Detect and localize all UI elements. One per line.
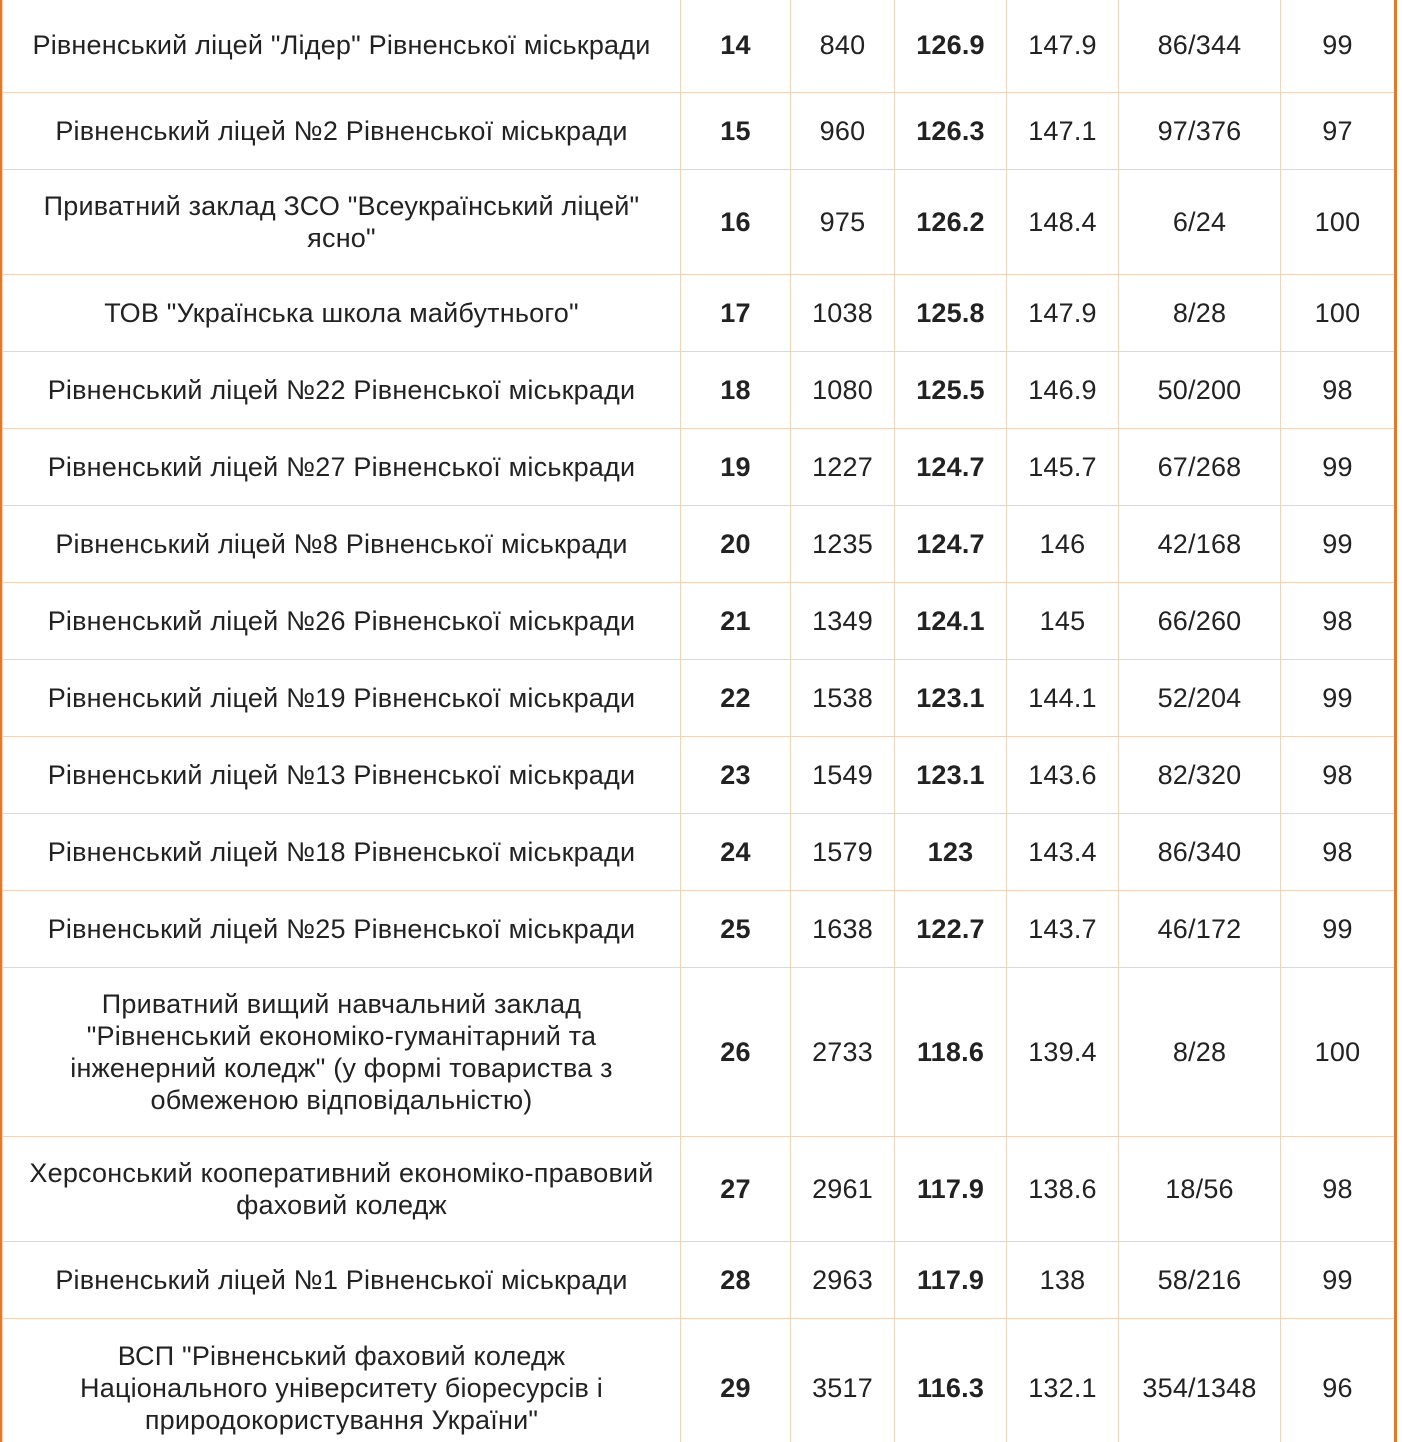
- table-row: [3, 968, 1395, 1137]
- place-cell: 1227: [791, 429, 895, 506]
- school-name-cell: ВСП "Рівненський фаховий коледж Національного університету біоресурсів і природокористування України": [3, 1319, 681, 1442]
- school-name-cell: Рівненський ліцей №25 Рівненської міськради: [3, 891, 681, 968]
- rank-cell: 19: [681, 429, 791, 506]
- place-cell: 3517: [791, 1319, 895, 1442]
- school-name-cell: ТОВ "Українська школа майбутнього": [3, 275, 681, 352]
- table-row: [3, 352, 1395, 429]
- table-row: [3, 583, 1395, 660]
- score-cell: 124.7: [895, 429, 1007, 506]
- rank-cell: 15: [681, 93, 791, 170]
- max-score-cell: 132.1: [1007, 1319, 1119, 1442]
- max-score-cell: 147.9: [1007, 275, 1119, 352]
- score-cell: 116.3: [895, 1319, 1007, 1442]
- rank-cell: 20: [681, 506, 791, 583]
- percent-cell: 96: [1281, 1319, 1395, 1442]
- max-score-cell: 145.7: [1007, 429, 1119, 506]
- rank-cell: 27: [681, 1137, 791, 1242]
- percent-cell: 98: [1281, 583, 1395, 660]
- max-score-cell: 138.6: [1007, 1137, 1119, 1242]
- max-score-cell: 143.7: [1007, 891, 1119, 968]
- school-name-cell: Рівненський ліцей №18 Рівненської міськради: [3, 814, 681, 891]
- score-cell: 123.1: [895, 737, 1007, 814]
- students-ratio-cell: 82/320: [1119, 737, 1281, 814]
- place-cell: 1235: [791, 506, 895, 583]
- table-row: [3, 506, 1395, 583]
- place-cell: 1038: [791, 275, 895, 352]
- score-cell: 125.5: [895, 352, 1007, 429]
- school-name-cell: Рівненський ліцей №19 Рівненської міськради: [3, 660, 681, 737]
- table-row: [3, 891, 1395, 968]
- place-cell: 1080: [791, 352, 895, 429]
- table-row: [3, 170, 1395, 275]
- rank-cell: 18: [681, 352, 791, 429]
- students-ratio-cell: 58/216: [1119, 1242, 1281, 1319]
- table-row: [3, 737, 1395, 814]
- school-name-cell: Рівненський ліцей №1 Рівненської міськради: [3, 1242, 681, 1319]
- place-cell: 1549: [791, 737, 895, 814]
- score-cell: 124.7: [895, 506, 1007, 583]
- school-name-cell: Рівненський ліцей №2 Рівненської міськради: [3, 93, 681, 170]
- students-ratio-cell: 8/28: [1119, 968, 1281, 1137]
- percent-cell: 100: [1281, 275, 1395, 352]
- table-row: [3, 1319, 1395, 1442]
- place-cell: 2733: [791, 968, 895, 1137]
- place-cell: 960: [791, 93, 895, 170]
- score-cell: 118.6: [895, 968, 1007, 1137]
- rank-cell: 24: [681, 814, 791, 891]
- school-name-cell: Рівненський ліцей №27 Рівненської міськради: [3, 429, 681, 506]
- max-score-cell: 146.9: [1007, 352, 1119, 429]
- table-row: [3, 0, 1395, 93]
- percent-cell: 99: [1281, 891, 1395, 968]
- percent-cell: 98: [1281, 737, 1395, 814]
- students-ratio-cell: 86/344: [1119, 0, 1281, 93]
- rank-cell: 29: [681, 1319, 791, 1442]
- students-ratio-cell: 18/56: [1119, 1137, 1281, 1242]
- place-cell: 2961: [791, 1137, 895, 1242]
- students-ratio-cell: 354/1348: [1119, 1319, 1281, 1442]
- place-cell: 1579: [791, 814, 895, 891]
- students-ratio-cell: 52/204: [1119, 660, 1281, 737]
- max-score-cell: 143.4: [1007, 814, 1119, 891]
- score-cell: 126.9: [895, 0, 1007, 93]
- score-cell: 126.2: [895, 170, 1007, 275]
- place-cell: 975: [791, 170, 895, 275]
- rank-cell: 22: [681, 660, 791, 737]
- max-score-cell: 147.1: [1007, 93, 1119, 170]
- score-cell: 123: [895, 814, 1007, 891]
- table-row: [3, 814, 1395, 891]
- percent-cell: 97: [1281, 93, 1395, 170]
- students-ratio-cell: 86/340: [1119, 814, 1281, 891]
- school-name-cell: Приватний вищий навчальний заклад "Рівненський економіко-гуманітарний та інженерний коледж" (у формі товариства з обмеженою відповідальністю): [3, 968, 681, 1137]
- school-name-cell: Рівненський ліцей №26 Рівненської міськради: [3, 583, 681, 660]
- school-name-cell: Рівненський ліцей №22 Рівненської міськради: [3, 352, 681, 429]
- score-cell: 123.1: [895, 660, 1007, 737]
- students-ratio-cell: 8/28: [1119, 275, 1281, 352]
- percent-cell: 100: [1281, 170, 1395, 275]
- score-cell: 117.9: [895, 1137, 1007, 1242]
- rank-cell: 21: [681, 583, 791, 660]
- max-score-cell: 145: [1007, 583, 1119, 660]
- rank-cell: 23: [681, 737, 791, 814]
- place-cell: 1349: [791, 583, 895, 660]
- students-ratio-cell: 66/260: [1119, 583, 1281, 660]
- school-name-cell: Рівненський ліцей №13 Рівненської міськради: [3, 737, 681, 814]
- rank-cell: 26: [681, 968, 791, 1137]
- percent-cell: 100: [1281, 968, 1395, 1137]
- percent-cell: 98: [1281, 814, 1395, 891]
- ranking-table: [2, 0, 1395, 1442]
- ranking-table-body: [3, 0, 1395, 1442]
- students-ratio-cell: 42/168: [1119, 506, 1281, 583]
- students-ratio-cell: 97/376: [1119, 93, 1281, 170]
- place-cell: 1538: [791, 660, 895, 737]
- table-row: [3, 275, 1395, 352]
- percent-cell: 99: [1281, 429, 1395, 506]
- max-score-cell: 148.4: [1007, 170, 1119, 275]
- table-row: [3, 429, 1395, 506]
- rank-cell: 14: [681, 0, 791, 93]
- max-score-cell: 146: [1007, 506, 1119, 583]
- percent-cell: 99: [1281, 0, 1395, 93]
- school-name-cell: Рівненський ліцей "Лідер" Рівненської міськради: [3, 0, 681, 93]
- score-cell: 122.7: [895, 891, 1007, 968]
- score-cell: 117.9: [895, 1242, 1007, 1319]
- rank-cell: 25: [681, 891, 791, 968]
- students-ratio-cell: 50/200: [1119, 352, 1281, 429]
- percent-cell: 98: [1281, 352, 1395, 429]
- score-cell: 125.8: [895, 275, 1007, 352]
- school-name-cell: Херсонський кооперативний економіко-правовий фаховий коледж: [3, 1137, 681, 1242]
- max-score-cell: 143.6: [1007, 737, 1119, 814]
- percent-cell: 99: [1281, 660, 1395, 737]
- place-cell: 2963: [791, 1242, 895, 1319]
- table-row: [3, 93, 1395, 170]
- max-score-cell: 144.1: [1007, 660, 1119, 737]
- percent-cell: 99: [1281, 506, 1395, 583]
- table-row: [3, 1137, 1395, 1242]
- rank-cell: 28: [681, 1242, 791, 1319]
- percent-cell: 99: [1281, 1242, 1395, 1319]
- percent-cell: 98: [1281, 1137, 1395, 1242]
- max-score-cell: 147.9: [1007, 0, 1119, 93]
- rank-cell: 17: [681, 275, 791, 352]
- place-cell: 840: [791, 0, 895, 93]
- max-score-cell: 139.4: [1007, 968, 1119, 1137]
- score-cell: 124.1: [895, 583, 1007, 660]
- students-ratio-cell: 46/172: [1119, 891, 1281, 968]
- score-cell: 126.3: [895, 93, 1007, 170]
- school-name-cell: Рівненський ліцей №8 Рівненської міськради: [3, 506, 681, 583]
- place-cell: 1638: [791, 891, 895, 968]
- table-row: [3, 660, 1395, 737]
- max-score-cell: 138: [1007, 1242, 1119, 1319]
- students-ratio-cell: 6/24: [1119, 170, 1281, 275]
- table-row: [3, 1242, 1395, 1319]
- rank-cell: 16: [681, 170, 791, 275]
- students-ratio-cell: 67/268: [1119, 429, 1281, 506]
- school-name-cell: Приватний заклад ЗСО "Всеукраїнський ліцей" ясно": [3, 170, 681, 275]
